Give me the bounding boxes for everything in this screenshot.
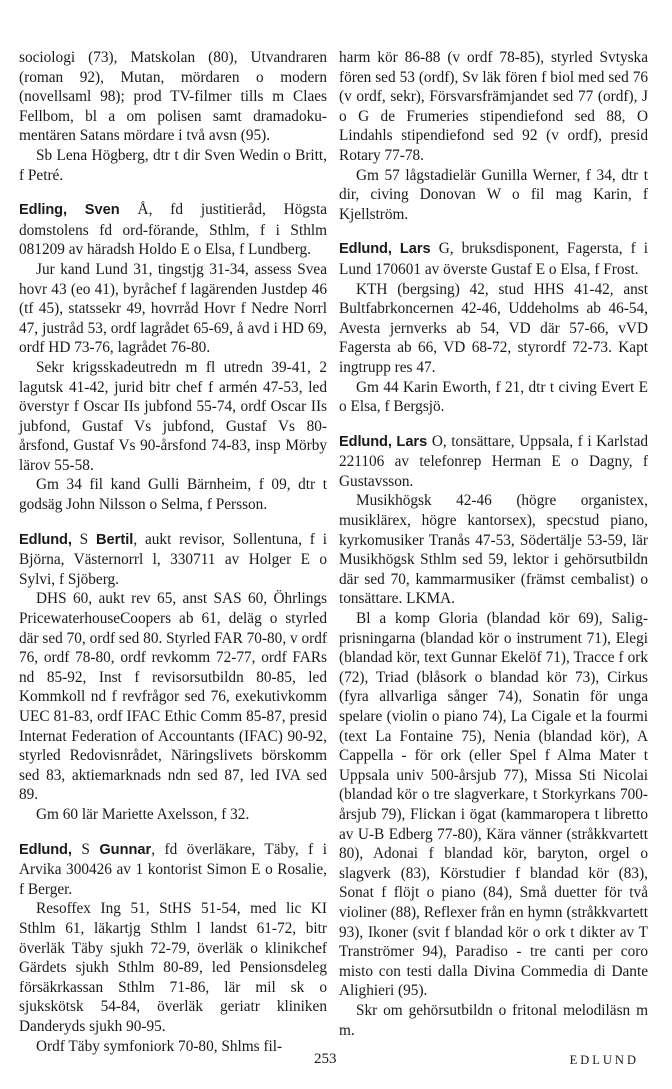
entry-heading-details: , aukt revisor, Sollentuna, f i Björna, Västernorrl l, 330711 av Holger E o Sylvi, f Sjöberg. <box>19 530 327 588</box>
entry-paragraph: Resoffex Ing 51, StHS 51-54, med lic KI Sthlm 61, läkartjg Sthlm l landst 61-72, bitr överläk Täby sjukh 72-79, överläk o klinikchef Gärdets sjukh Sthlm 80-89, led Pensionsdeleg försäkrkassan Sthlm 71-86, lär mil sk o sjukskötsk 54-84, överläk geriatr kliniken Danderyds sjukh 90-95. <box>19 900 327 1035</box>
entry-heading-details: G, bruksdisponent, Fagersta, f i Lund 170601 av överste Gustaf E o Elsa, f Frost. <box>339 240 648 278</box>
entry-paragraph: Musikhögsk 42-46 (högre organistex, musiklärex, högre kantorsex), specstud piano, kyrkomusiker Tranås 47-53, Södertälje 53-59, lär Musikhögsk Sthlm sed 59, lektor i gehörsutbildn där sed 70, kammarmusiker (främst cembalist) o tonsättare. LKMA. <box>339 492 648 608</box>
entry-forename: Lars <box>399 241 431 258</box>
running-head: EDLUND <box>569 1053 639 1067</box>
entry-paragraph: Jur kand Lund 31, tingstjg 31-34, assess Svea hovr 43 (eo 41), byråchef f lagärenden Justdep 46 (tf 45), statssekr 49, hovrråd Hovr f Nedre Norrl 47, justråd 53, ordf lagrådet 65-69, å avd i HD 69, ordf HD 73-76, lagrådet 76-80. <box>19 260 327 357</box>
continuation-paragraph: Gm 57 lågstadielär Gunilla Werner, f 34, dtr t dir, civing Donovan W o fil mag Karin, f Kjellström. <box>339 166 648 223</box>
entry-edlund-lars-o <box>339 432 648 1040</box>
entry-surname: Edling, <box>19 202 67 219</box>
entry-heading <box>339 239 648 279</box>
entry-edlund-s-bertil <box>19 530 327 825</box>
entry-forename: Gunnar <box>99 841 152 858</box>
entry-paragraph: Gm 44 Karin Eworth, f 21, dtr t civing Evert E o Elsa, f Bergsjö. <box>339 378 648 416</box>
entry-surname: Edlund, <box>19 531 72 548</box>
entry-heading-details: O, tonsättare, Uppsala, f i Karlstad 221106 av telefonrep Herman E o Dagny, f Gustavsson. <box>339 432 649 490</box>
entry-surname: Edlund, <box>19 841 72 858</box>
entry-forename: Bertil <box>96 531 134 548</box>
continuation-paragraph: harm kör 86-88 (v ordf 78-85), styrled Svtyska fören sed 53 (ordf), Sv läk fören f biol med sed 76 (v ordf, sekr), Försvarsfrämjandet sed 77 (ordf), J o G de Frumeries stipendiefond sed 88, O Lindahls stipendiefond sed 92 (v ordf), presid Rotary 77-78. <box>339 49 648 164</box>
entry-heading <box>19 840 327 900</box>
left-column <box>19 48 327 1056</box>
entry-edlund-lars-g <box>339 239 648 416</box>
entry-paragraph: Gm 34 fil kand Gulli Bärnheim, f 09, dtr t godsäg John Nilsson o Selma, f Persson. <box>19 476 327 514</box>
entry-paragraph: KTH (bergsing) 42, stud HHS 41-42, anst Bultfabrkoncernen 42-46, Uddeholms ab 46-54, Avesta jernverks ab 54, VD där 57-66, vVD Fagersta ab 66, VD 68-72, styrordf 72-73. Kapt ingtrupp res 47. <box>339 280 648 376</box>
entry-heading <box>19 200 327 260</box>
entry-paragraph: DHS 60, aukt rev 65, anst SAS 60, Öhrlings PricewaterhouseCoopers ab 61, deläg o styrled där sed 70, ordf sed 80. Styrled FAR 70-80, v ordf 76, ordf 78-80, ordf revkomm 72-77, ordf FARs nd 85-92, Inst f revisorsutbildn 80-85, led Kommkoll nd f revfrågor sed 76, exekutivkomm UEC 81-83, ordf IFAC Ethic Comm 85-87, presid Internat Federation of Accountants (IFAC) 90-92, styrled Redovisnrådet, Näringslivets börskomm sed 83, aktiemarknads ndn sed 87, led IVA sed 89. <box>19 590 327 804</box>
entry-forename: Sven <box>84 202 120 219</box>
entry-surname: Edlund, <box>339 241 392 258</box>
right-column <box>339 48 648 1040</box>
page-footer <box>0 1051 672 1073</box>
entry-paragraph: Bl a komp Gloria (blandad kör 69), Saligprisningarna (blandad kör o instrument 71), Elegi (blandad kör, text Gunnar Ekelöf 71), Tracce f ork (72), Triad (blåsork o blandad kör 73), Cirkus (fyra allvarliga sånger 74), Sonatin för unga spelare (violin o piano 74), La Cigale et la fourmi (text La Fontaine 75), Nenia (blandad kör), A Cappella - för ork (eller Spel f Alma Mater t Uppsala univ 500-årsjub 77), Missa Sti Nicolai (blandad kör o tre slagverkare, t Storkyrkans 700-årsjub 79), Flickan i ögat (kammaropera t libretto av U-B Edberg 77-80), Kära vänner (stråkkvartett 80), Adonai f blandad kör, baryton, orgel o slagverk (83), Körstudier f blandad kör (83), Sonat f flöjt o piano (84), Små duetter för två violiner (88), Reflexer från en hymn (stråkkvartett 93), Ikoner (svit f blandad kör o ork t dikter av T Tranströmer 94), Paradiso - tre canti per coro misto con testi dalla Divina Commedia di Dante Alighieri (95). <box>339 610 648 1000</box>
entry-paragraph: Sekr krigsskadeutredn m fl utredn 39-41, 2 lagutsk 41-42, jurid bitr chef f armén 47-53, led överstyr f Oscar IIs jubfond 55-74, ordf Oscar IIs jubfond, Gustaf Vs jubfond, Gustaf Vs 80-årsfond, Gustaf Vs 90-årsfond 74-83, insp Mörby lärov 55-58. <box>19 358 327 474</box>
entry-initial: S <box>71 530 97 548</box>
entry-paragraph: Gm 60 lär Mariette Axelsson, f 32. <box>36 805 250 823</box>
entry-paragraph: Skr om gehörsutbildn o fritonal melodiläsn m m. <box>339 1001 648 1039</box>
entry-paragraph: Ordf Täby symfoniork 70-80, Shlms fil- <box>36 1037 283 1055</box>
entry-heading <box>19 530 327 590</box>
entry-heading-details: Å, fd justitieråd, Högsta domstolens fd ord-förande, Sthlm, f i Sthlm 081209 av häradsh Holdo E o Elsa, f Lundberg. <box>19 201 327 259</box>
entry-edlund-s-gunnar <box>19 840 327 1057</box>
page-number: 253 <box>314 1051 337 1067</box>
continuation-paragraph: sociologi (73), Matskolan (80), Utvandraren (roman 92), Mutan, mördaren o modern (novellsaml 98); prod TV-filmer tills m Claes Fellbom, bl a om polisen samt dramadokumentären Satans mördare i två avsn (95). <box>19 49 327 145</box>
entry-surname: Edlund, <box>339 433 392 450</box>
entry-forename: Lars <box>396 433 428 450</box>
entry-heading <box>339 432 648 492</box>
entry-heading-details: , fd överläkare, Täby, f i Arvika 300426 av 1 kontorist Simon E o Rosalie, f Berger. <box>19 840 327 898</box>
entry-edling-sven <box>19 200 327 515</box>
entry-initial: S <box>71 840 100 858</box>
continuation-paragraph: Sb Lena Högberg, dtr t dir Sven Wedin o Britt, f Petré. <box>19 146 327 184</box>
